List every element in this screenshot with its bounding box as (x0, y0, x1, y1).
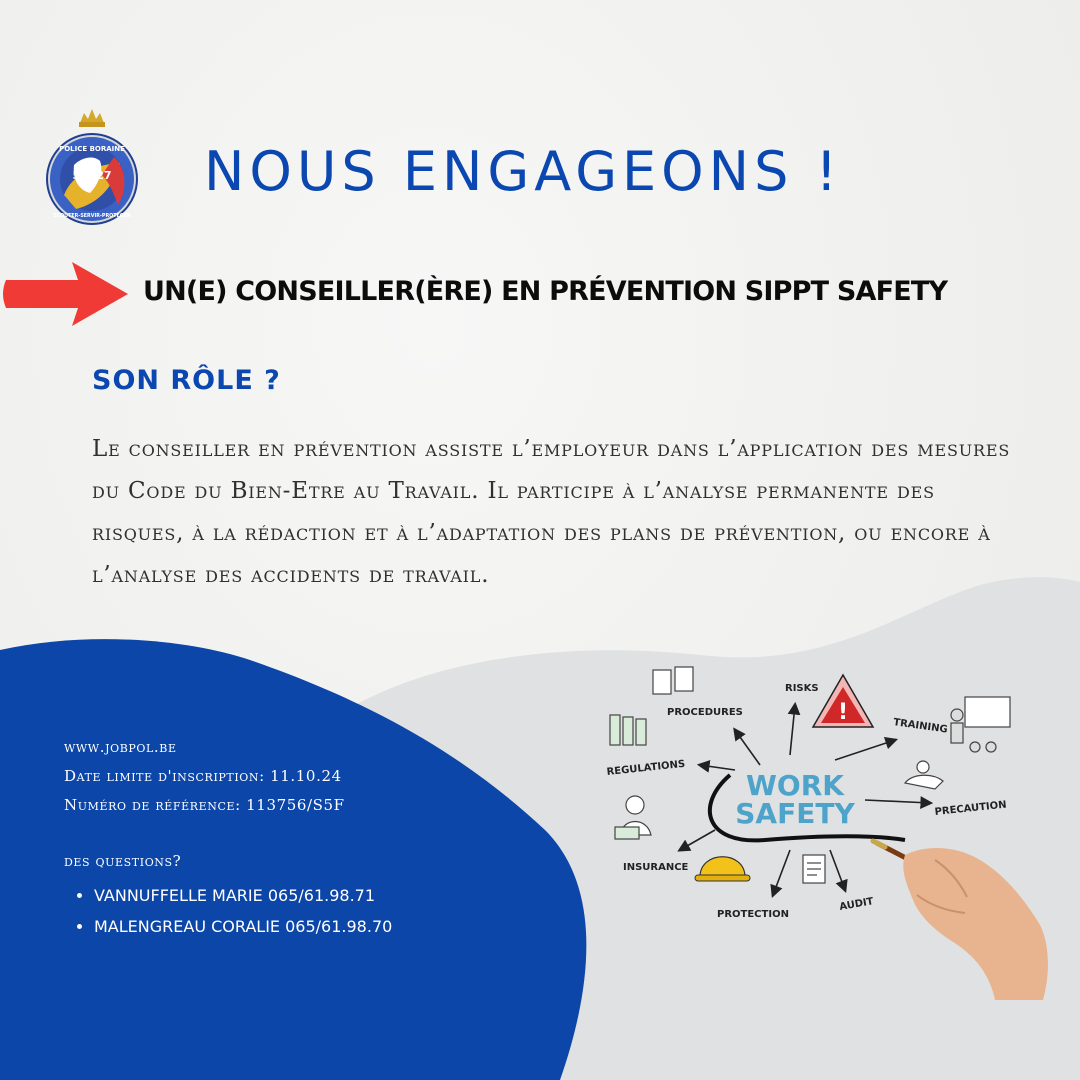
safety-text: SAFETY (735, 797, 855, 830)
crown-icon (79, 109, 105, 127)
svg-text:!: ! (837, 700, 849, 725)
label-risks: RISKS (785, 683, 819, 694)
contact-item: • MALENGREAU CORALIE 065/61.98.70 (94, 911, 544, 942)
label-protection: PROTECTION (717, 909, 789, 920)
procedures-documents-icon (653, 667, 693, 694)
deadline-text: Date limite d'inscription: 11.10.24 (64, 767, 342, 785)
audit-clipboard-icon (803, 855, 825, 883)
info-block (64, 733, 524, 820)
insurance-person-icon (615, 796, 651, 839)
red-arrow-right-icon (0, 258, 135, 330)
training-board-icon (951, 697, 1010, 752)
headline: NOUS ENGAGEONS ! (204, 140, 843, 203)
regulations-binders-icon (610, 715, 646, 745)
label-precaution: PRECAUTION (934, 799, 1008, 818)
contact-list (64, 880, 544, 942)
logo-number-text: 53►27 (72, 169, 112, 182)
precaution-hand-icon (905, 761, 943, 789)
questions-block (64, 852, 544, 942)
role-description: Le conseiller en prévention assiste l’employeur dans l’application des mesures du Code du Bien-Etre au Travail. Il participe à l’analyse permanente des risques, à la rédaction et à l’adaptation des plans de prévention, ou encore à l’analyse des accidents de travail. (92, 436, 1011, 588)
label-procedures: PROCEDURES (667, 707, 743, 718)
police-badge-icon (42, 105, 142, 230)
label-insurance: INSURANCE (623, 862, 689, 873)
work-safety-illustration (595, 655, 1055, 1000)
contact-item: • VANNUFFELLE MARIE 065/61.98.71 (94, 880, 544, 911)
protection-helmet-icon (695, 857, 750, 881)
hand-with-pen-icon (873, 841, 1048, 1000)
label-training: TRAINING (892, 717, 949, 736)
reference-text: Numéro de référence: 113756/S5F (64, 796, 345, 814)
role-heading: SON RÔLE ? (92, 365, 281, 396)
website-link[interactable]: www.jobpol.be (64, 738, 177, 756)
label-regulations: REGULATIONS (606, 758, 686, 778)
work-text: WORK (746, 769, 844, 802)
risk-warning-icon (813, 675, 873, 727)
logo-bottom-text: ECOUTER-SERVIR-PROTEGER (53, 214, 131, 219)
position-title: UN(E) CONSEILLER(ÈRE) EN PRÉVENTION SIPPT SAFETY (143, 276, 948, 307)
questions-label: des questions? (64, 852, 182, 870)
logo-top-text: POLICE BORAINE (59, 145, 125, 153)
label-audit: AUDIT (838, 896, 875, 913)
